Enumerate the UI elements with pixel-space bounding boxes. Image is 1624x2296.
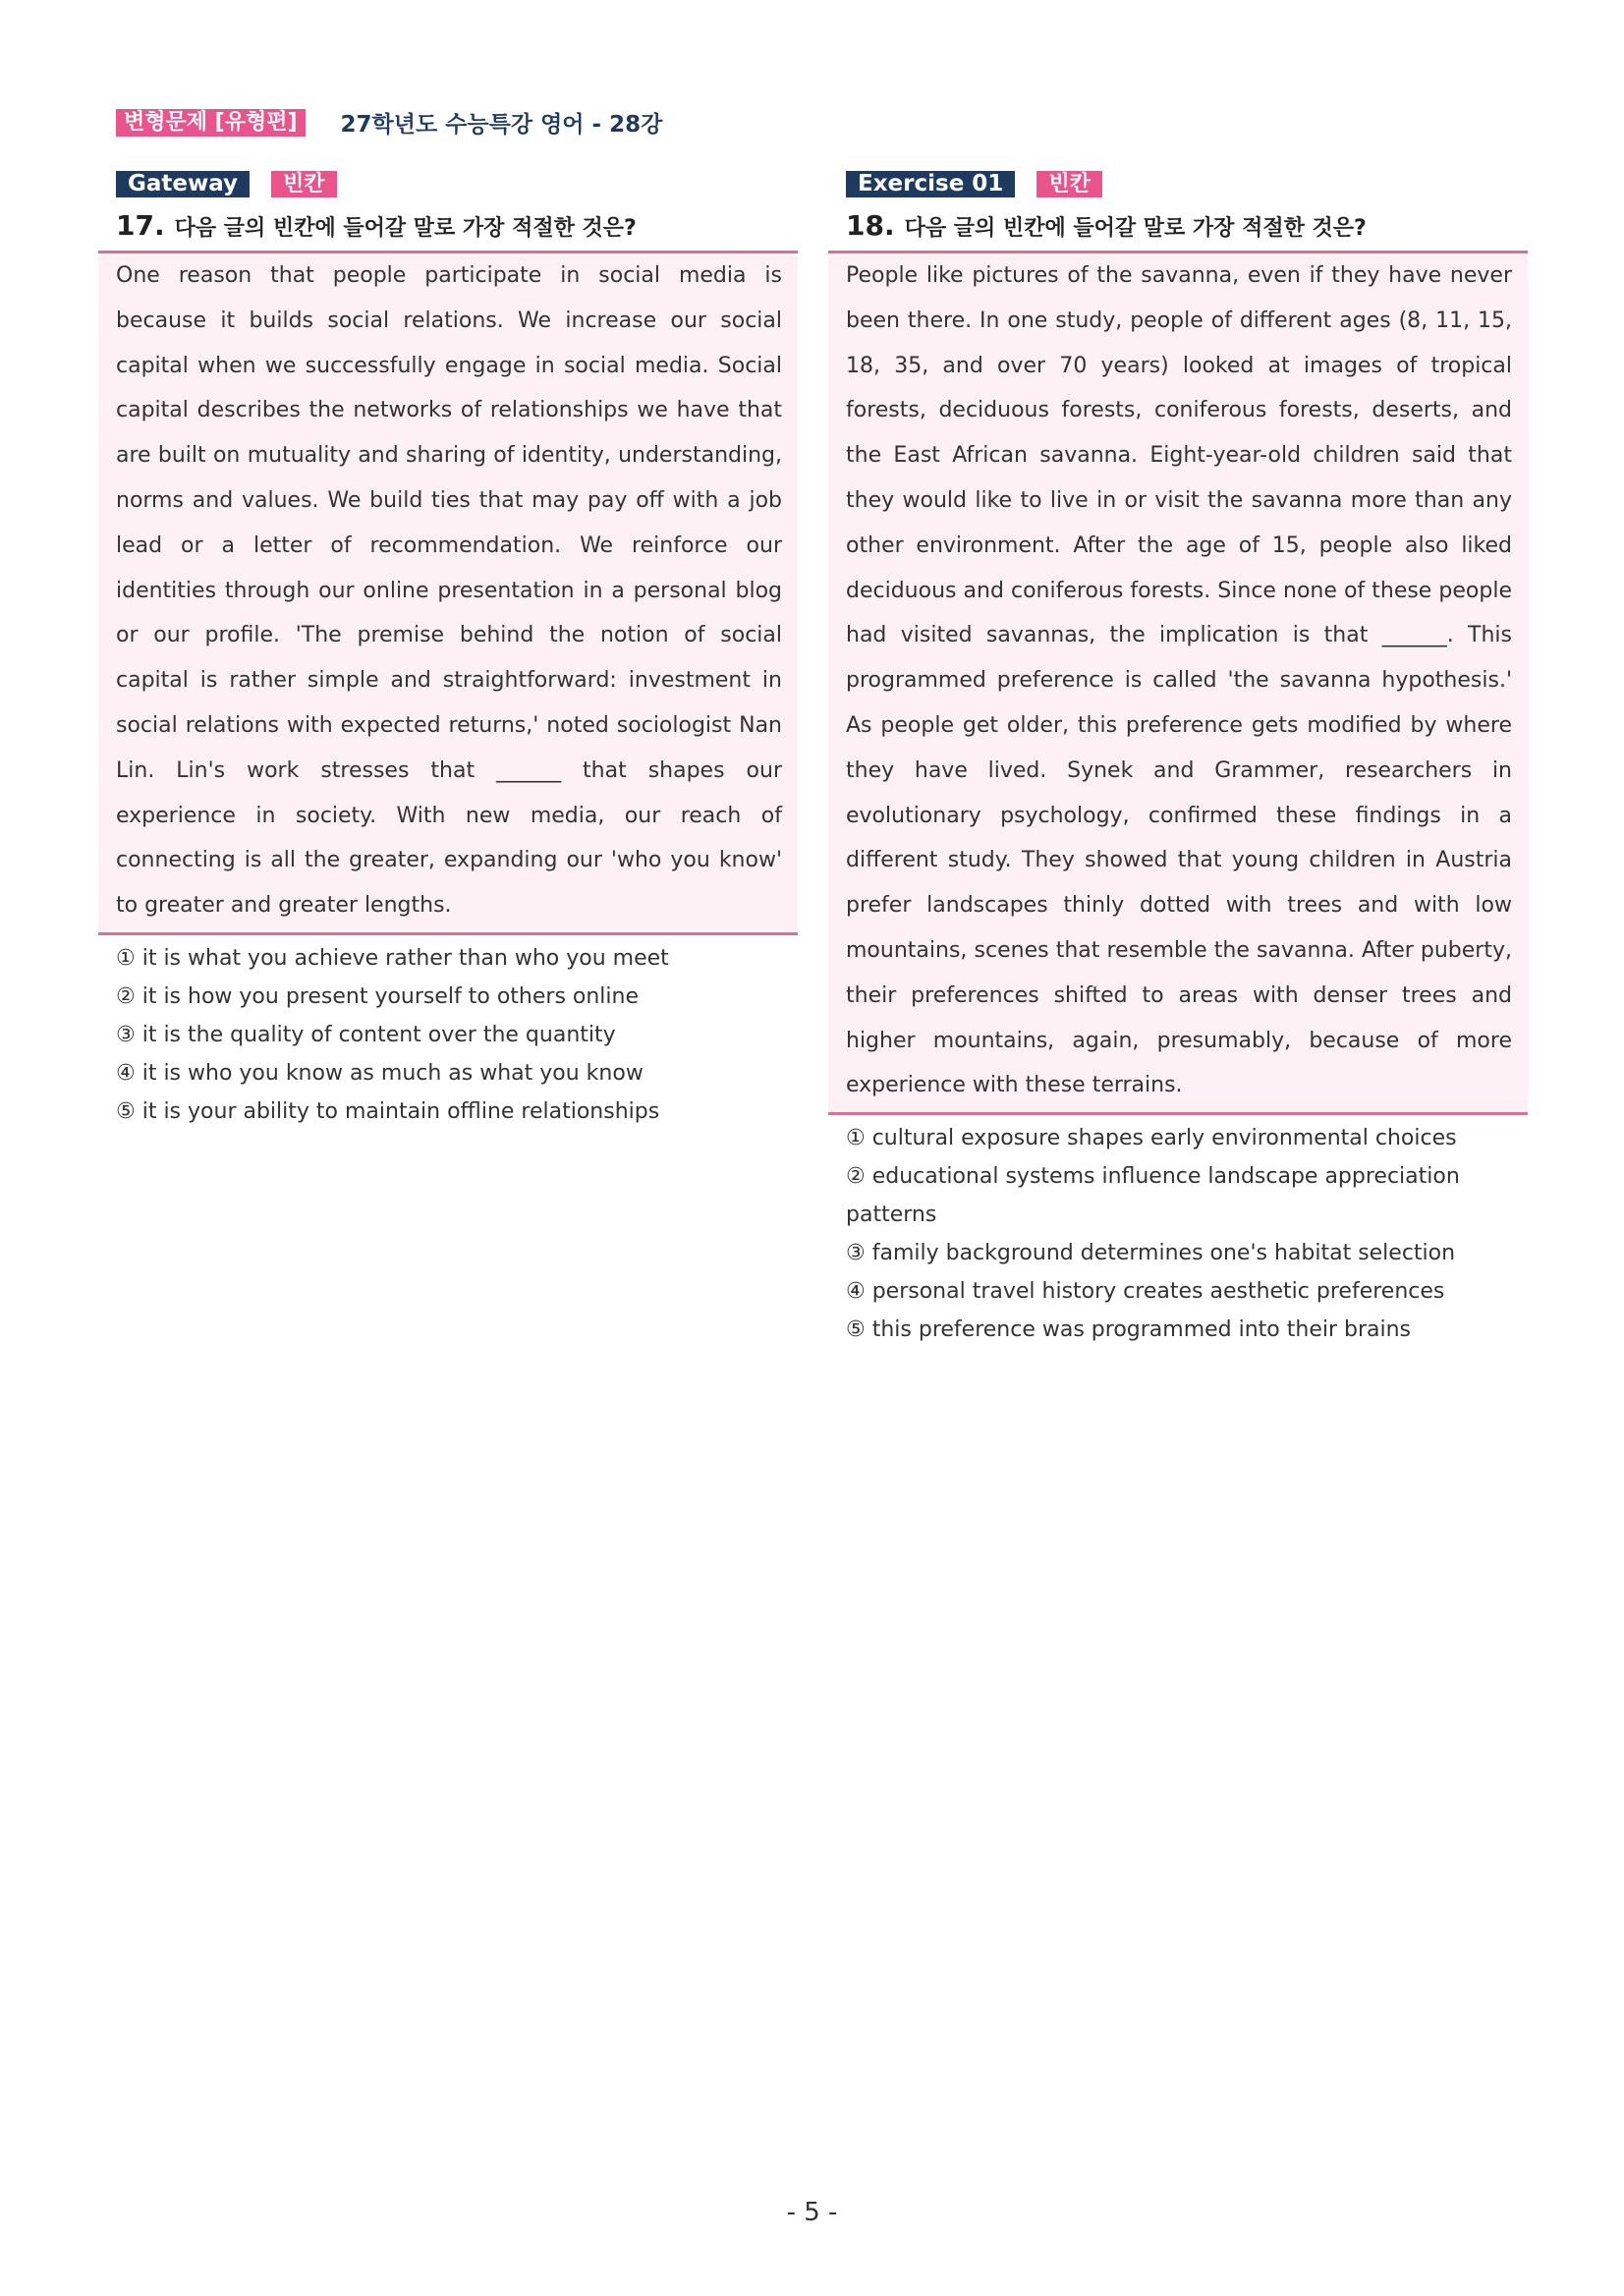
type-label: 빈칸 (271, 171, 337, 197)
choice-5[interactable]: ⑤ this preference was programmed into their brains (846, 1317, 1412, 1343)
choice-4[interactable]: ④ personal travel history creates aesthetic preferences (846, 1279, 1445, 1305)
question-title (846, 209, 1528, 243)
choice-list (846, 1119, 1528, 1349)
page-header (116, 106, 662, 139)
choice-3[interactable]: ③ it is the quality of content over the quantity (116, 1022, 616, 1047)
question-number: 17. (116, 209, 165, 242)
choice-list (116, 939, 798, 1131)
page-number: - 5 - (786, 2198, 838, 2227)
choice-2[interactable]: ② educational systems influence landscape appreciation patterns (846, 1164, 1460, 1228)
question-title (116, 209, 798, 243)
choice-1[interactable]: ① cultural exposure shapes early environmental choices (846, 1126, 1457, 1151)
choice-4[interactable]: ④ it is who you know as much as what you know (116, 1060, 644, 1086)
header-tag: 변형문제 [유형편] (116, 109, 306, 137)
question-text: 다음 글의 빈칸에 들어갈 말로 가장 적절한 것은? (904, 216, 1367, 241)
type-label: 빈칸 (1036, 171, 1102, 197)
header-title: 27학년도 수능특강 영어 - 28강 (340, 112, 663, 138)
section-label: Exercise 01 (846, 171, 1015, 197)
choice-2[interactable]: ② it is how you present yourself to others online (116, 983, 640, 1009)
question-17 (98, 171, 798, 1131)
question-text: 다음 글의 빈칸에 들어갈 말로 가장 적절한 것은? (174, 216, 637, 241)
question-labels (846, 171, 1528, 197)
section-label: Gateway (116, 171, 250, 197)
choice-3[interactable]: ③ family background determines one's habitat selection (846, 1241, 1456, 1266)
question-number: 18. (846, 209, 895, 242)
question-18 (828, 171, 1528, 1349)
choice-5[interactable]: ⑤ it is your ability to maintain offline relationships (116, 1098, 660, 1124)
question-labels (116, 171, 798, 197)
passage: One reason that people participate in social media is because it builds social relations. We increase our social capital when we successfully engage in social media. Social capital describes the networks of relationships we have that are built on mutuality and sharing of identity, understanding, norms and values. We build ties that may pay off with a job lead or a letter of recommendation. We reinforce our identities through our online presentation in a personal blog or our profile. 'The premise behind the notion of social capital is rather simple and straightforward: investment in social relations with expected returns,' noted sociologist Nan Lin. Lin's work stresses that ______ that shapes our experience in society. With new media, our reach of connecting is all the greater, expanding our 'who you know' to greater and greater lengths. (98, 251, 798, 935)
choice-1[interactable]: ① it is what you achieve rather than who you meet (116, 945, 669, 971)
passage: People like pictures of the savanna, even if they have never been there. In one study, people of different ages (8, 11, 15, 18, 35, and over 70 years) looked at images of tropical forests, deciduous forests, coniferous forests, deserts, and the East African savanna. Eight-year-old children said that they would like to live in or visit the savanna more than any other environment. After the age of 15, people also liked deciduous and coniferous forests. Since none of these people had visited savannas, the implication is that ______. This programmed preference is called 'the savanna hypothesis.' As people get older, this preference gets modified by where they have lived. Synek and Grammer, researchers in evolutionary psychology, confirmed these findings in a different study. They showed that young children in Austria prefer landscapes thinly dotted with trees and with low mountains, scenes that resemble the savanna. After puberty, their preferences shifted to areas with denser trees and higher mountains, again, presumably, because of more experience with these terrains. (828, 251, 1528, 1115)
